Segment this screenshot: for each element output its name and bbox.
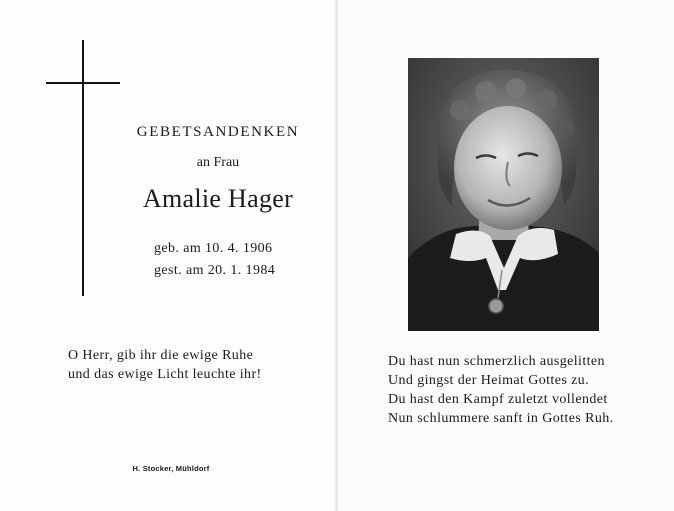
left-panel [0,0,335,511]
cross-vertical-bar [82,40,84,296]
poem-line: Und gingst der Heimat Gottes zu. [388,373,589,388]
prayer-line: und das ewige Licht leuchte ihr! [68,367,262,382]
portrait-illustration [408,58,599,331]
cross-icon [46,40,122,296]
card-heading: GEBETSANDENKEN [136,124,300,140]
birth-date: geb. am 10. 4. 1906 [154,241,273,256]
poem-line: Du hast den Kampf zuletzt vollendet [388,392,608,407]
poem-line: Nun schlummere sanft in Gottes Ruh. [388,411,614,426]
death-date: gest. am 20. 1. 1984 [154,263,276,278]
prayer-text [68,346,318,384]
deceased-name: Amalie Hager [142,184,294,213]
poem-text [388,352,638,428]
portrait-photo [408,58,599,331]
printer-credit: H. Stocker, Mühldorf [132,464,210,473]
life-dates [154,238,314,282]
poem-line: Du hast nun schmerzlich ausgelitten [388,354,605,369]
salutation: an Frau [196,155,240,170]
prayer-line: O Herr, gib ihr die ewige Ruhe [68,348,254,363]
cross-horizontal-bar [46,82,120,84]
